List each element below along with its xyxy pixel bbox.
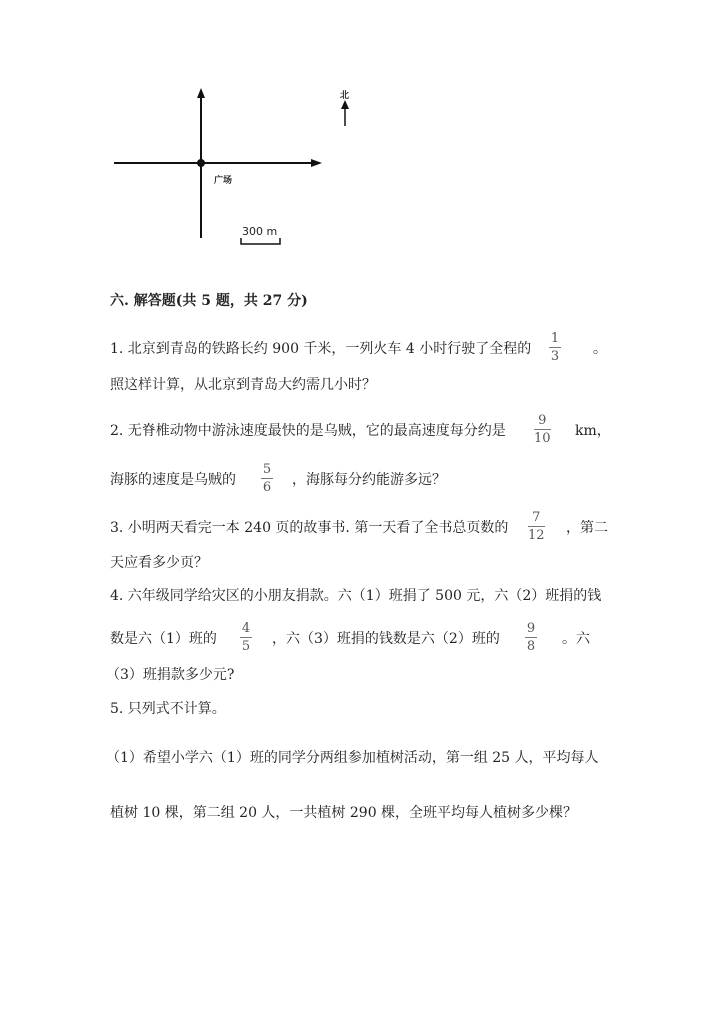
q2-fraction-2-denominator: 6 [262, 480, 272, 495]
q5-line1-text: 5. 只列式不计算。 [110, 701, 226, 717]
q4-fraction-2-numerator: 9 [526, 621, 536, 636]
scale-bar [241, 238, 280, 244]
q3-fraction [528, 510, 545, 543]
q5-sub1-line2: 植树 10 棵，第二组 20 人，一共植树 290 棵，全班平均每人植树多少棵？ [110, 805, 578, 821]
q4-line2-text: 数是六（1）班的 [110, 631, 217, 647]
q2-fraction-2-numerator: 5 [262, 462, 272, 477]
q4-fraction-2-denominator: 8 [526, 639, 536, 654]
q4-line2-end: 。六 [562, 631, 590, 647]
q4-line2-middle: ，六（3）班捐的钱数是六（2）班的 [272, 631, 500, 647]
scale-label: 300 m [242, 225, 278, 238]
q4-fraction-1-numerator: 4 [241, 621, 251, 636]
section-title: 六. 解答题(共 5 题，共 27 分) [110, 293, 308, 309]
north-arrow-icon [341, 100, 349, 109]
q2-line1-text: 2. 无脊椎动物中游泳速度最快的是乌贼，它的最高速度每分约是 [110, 423, 506, 439]
q1-fraction [549, 331, 561, 364]
north-label: 北 [340, 91, 350, 101]
q2-fraction-1-numerator: 9 [538, 413, 547, 428]
q3-line2-text: 天应看多少页？ [110, 555, 208, 571]
map-figure [100, 80, 380, 260]
q2-fraction-2 [261, 462, 273, 495]
east-road-arrowhead [311, 159, 322, 167]
q5-sub1-line1: （1）希望小学六（1）班的同学分两组参加植树活动，第一组 25 人，平均每人 [106, 750, 599, 766]
plaza-point [197, 159, 205, 167]
plaza-label: 广场 [214, 176, 233, 186]
q3-fraction-denominator: 12 [528, 528, 545, 543]
q1-line1-text: 1. 北京到青岛的铁路长约 900 千米，一列火车 4 小时行驶了全程的 [110, 341, 532, 357]
q3-fraction-numerator: 7 [532, 510, 541, 525]
q3-line1-text: 3. 小明两天看完一本 240 页的故事书. 第一天看了全书总页数的 [110, 520, 509, 536]
q4-fraction-2 [525, 621, 537, 654]
q4-fraction-1 [240, 621, 252, 654]
q4-fraction-1-denominator: 5 [241, 639, 251, 654]
q1-fraction-denominator: 3 [550, 349, 560, 364]
q1-line2-text: 照这样计算，从北京到青岛大约需几小时？ [110, 377, 376, 393]
q4-line1-text: 4. 六年级同学给灾区的小朋友捐款。六（1）班捐了 500 元，六（2）班捐的钱 [110, 588, 602, 604]
north-road-arrowhead [197, 88, 205, 98]
q1-fraction-numerator: 1 [550, 331, 560, 346]
q2-line2-end: ，海豚每分约能游多远？ [292, 472, 446, 488]
q2-line1-unit: km， [575, 423, 611, 439]
q1-line1-end: 。 [593, 341, 607, 357]
q3-line1-end: ，第二 [566, 520, 608, 536]
map-diagram [100, 80, 380, 260]
q2-line2-text: 海豚的速度是乌贼的 [110, 472, 236, 488]
q2-fraction-1 [534, 413, 551, 446]
q2-fraction-1-denominator: 10 [534, 431, 551, 446]
q4-line3-text: （3）班捐款多少元? [106, 667, 235, 683]
